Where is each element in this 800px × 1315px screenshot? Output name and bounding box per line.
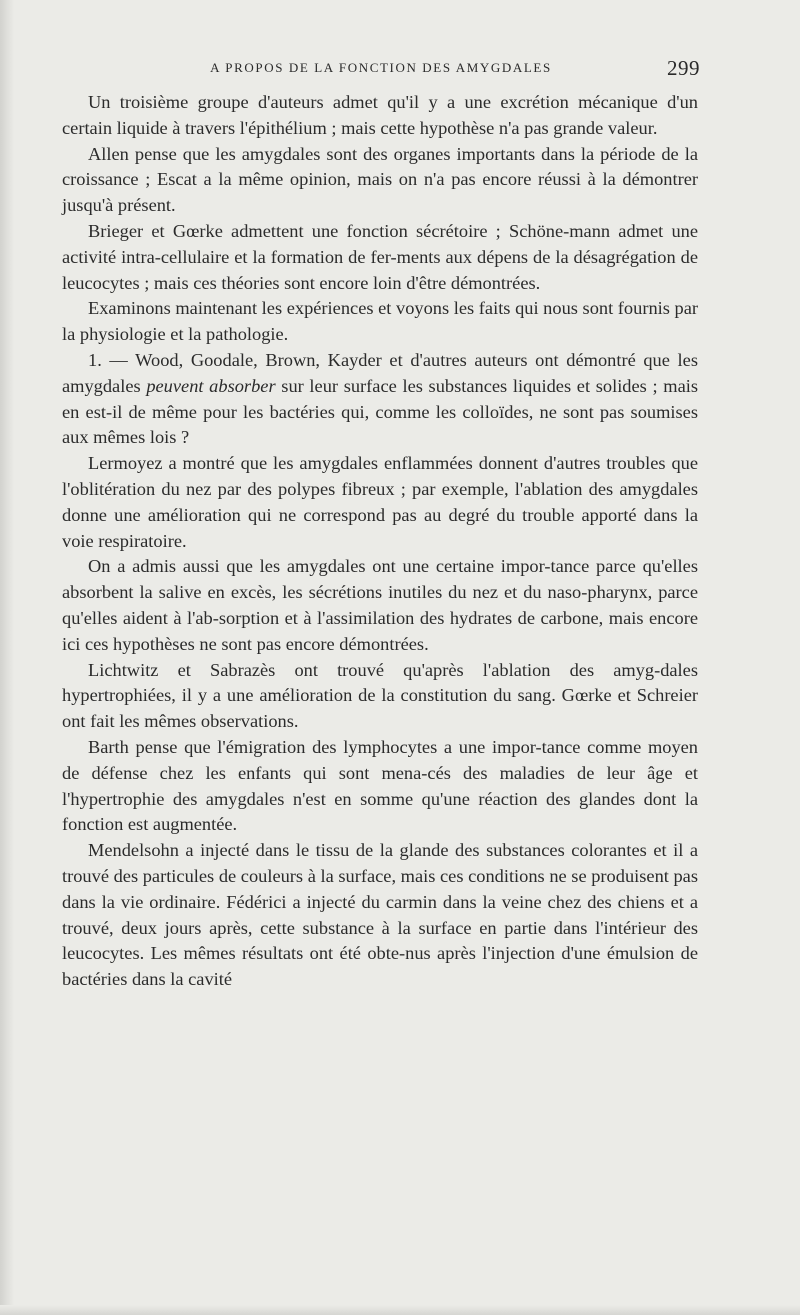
paragraph: Un troisième groupe d'auteurs admet qu'il y a une excrétion mécanique d'un certain liquide à travers l'épithélium ; mais cette hypothèse n'a pas grande valeur. (62, 92, 698, 138)
paragraph-text: 1. — Wood, Goodale, Brown, Kayder et d'autres auteurs ont démontré que les amygdales (62, 349, 698, 396)
page-number: 299 (667, 56, 700, 80)
paragraph-text: sur leur surface les substances liquides et solides ; mais en est-il de même pour les bactéries qui, comme les colloïdes, ne sont pas soumises aux mêmes lois ? (62, 375, 699, 448)
paragraph: On a admis aussi que les amygdales ont une certaine impor-tance parce qu'elles absorbent la salive en excès, les sécrétions inutiles du nez et du naso-pharynx, parce qu'elles aident à l'ab-sorption et à l'assimilation des hydrates de carbone, mais encore ici ces hypothèses ne sont pas encore démontrées. (62, 556, 698, 654)
paragraph (62, 348, 698, 451)
body-text (62, 90, 698, 993)
italic-phrase: peuvent absorber (146, 375, 276, 396)
paragraph: Examinons maintenant les expériences et voyons les faits qui nous sont fournis par la physiologie et la pathologie. (62, 298, 698, 345)
running-title: A PROPOS DE LA FONCTION DES AMYGDALES (210, 60, 552, 75)
paragraph: Allen pense que les amygdales sont des organes importants dans la période de la croissance ; Escat a la même opinion, mais on n'a pas encore réussi à la démontrer jusqu'à présent. (62, 143, 698, 216)
scan-shadow-left (0, 0, 14, 1315)
paragraph: Lermoyez a montré que les amygdales enflammées donnent d'autres troubles que l'oblitération du nez par des polypes fibreux ; par exemple, l'ablation des amygdales donne une amélioration qui ne correspond pas au degré du trouble apporté dans la voie respiratoire. (62, 453, 698, 551)
scan-shadow-bottom (0, 1305, 800, 1315)
paragraph: Brieger et Gœrke admettent une fonction sécrétoire ; Schöne-mann admet une activité intra-cellulaire et la formation de fer-ments aux dépens de la désagrégation de leucocytes ; mais ces théories sont encore loin d'être démontrées. (62, 220, 698, 293)
page-header (62, 58, 700, 84)
paragraph: Lichtwitz et Sabrazès ont trouvé qu'après l'ablation des amyg-dales hypertrophiées, il y a une amélioration de la constitution du sang. Gœrke et Schreier ont fait les mêmes observations. (62, 659, 698, 732)
paragraph: Barth pense que l'émigration des lymphocytes a une impor-tance comme moyen de défense chez les enfants qui sont mena-cés des maladies de leur âge et l'hypertrophie des amygdales n'est en somme qu'une réaction des glandes dont la fonction est augmentée. (62, 736, 698, 835)
paragraph: Mendelsohn a injecté dans le tissu de la glande des substances colorantes et il a trouvé des particules de couleurs à la surface, mais ces conditions ne se produisent pas dans la vie ordinaire. Fédérici a injecté du carmin dans la veine chez des chiens et a trouvé, deux jours après, cette substance à la surface en partie dans l'intérieur des leucocytes. Les mêmes résultats ont été obte-nus après l'injection d'une émulsion de bactéries dans la cavité (62, 840, 698, 990)
